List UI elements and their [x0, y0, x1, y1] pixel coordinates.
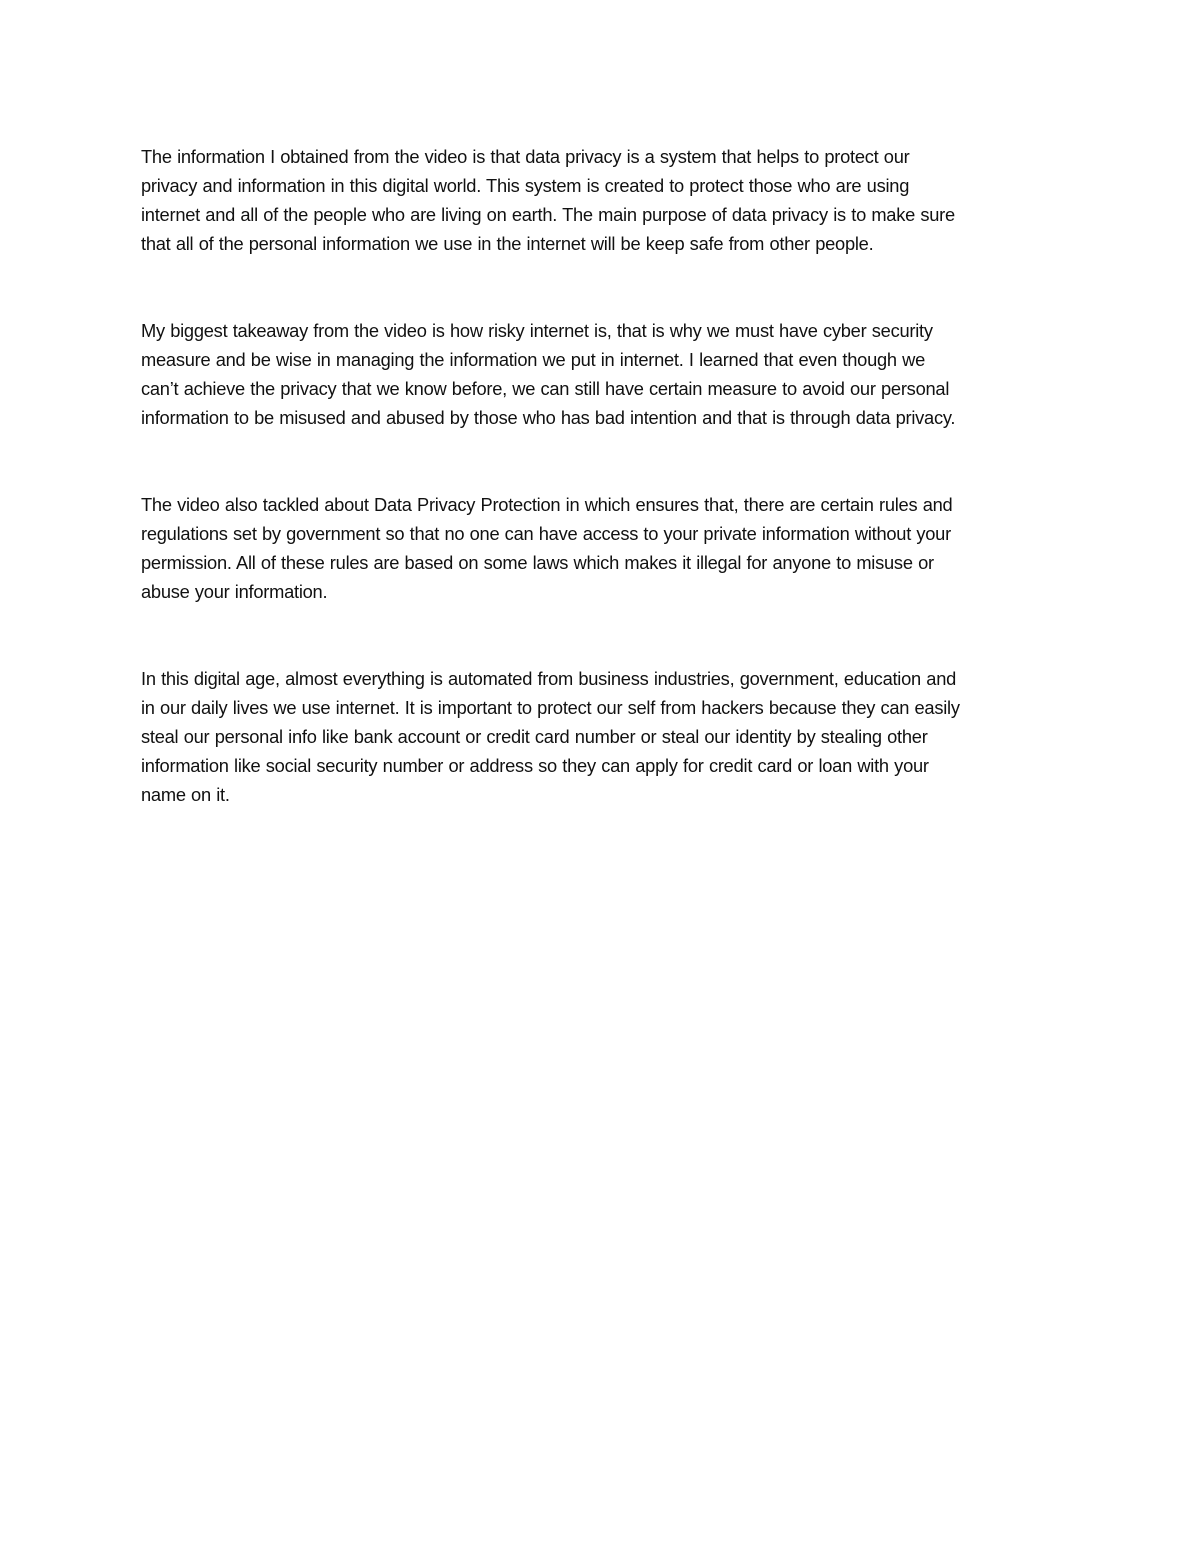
- paragraph-3: [141, 490, 1071, 606]
- paragraph-line: The information I obtained from the video is that data privacy is a system that helps to protect our: [141, 146, 910, 167]
- paragraph-line: permission. All of these rules are based on some laws which makes it illegal for anyone to misuse or: [141, 552, 934, 573]
- paragraph-line: can’t achieve the privacy that we know before, we can still have certain measure to avoid our personal: [141, 378, 950, 399]
- paragraph-line: abuse your information.: [141, 581, 328, 602]
- paragraph-line: in our daily lives we use internet. It is important to protect our self from hackers because they can easily: [141, 697, 960, 718]
- paragraph-1: [141, 142, 1071, 258]
- paragraph-line: My biggest takeaway from the video is how risky internet is, that is why we must have cyber security: [141, 320, 933, 341]
- paragraph-line: name on it.: [141, 784, 230, 805]
- paragraph-line: privacy and information in this digital world. This system is created to protect those who are using: [141, 175, 910, 196]
- paragraph-line: information like social security number or address so they can apply for credit card or loan with your: [141, 755, 929, 776]
- paragraph-4: [141, 664, 1071, 809]
- paragraph-line: The video also tackled about Data Privacy Protection in which ensures that, there are certain rules and: [141, 494, 953, 515]
- paragraph-line: information to be misused and abused by those who has bad intention and that is through data privacy.: [141, 407, 956, 428]
- paragraph-2: [141, 316, 1071, 432]
- paragraph-line: internet and all of the people who are living on earth. The main purpose of data privacy is to make sure: [141, 204, 955, 225]
- paragraph-line: regulations set by government so that no one can have access to your private information without your: [141, 523, 951, 544]
- document-body: [141, 142, 1071, 867]
- paragraph-line: that all of the personal information we use in the internet will be keep safe from other people.: [141, 233, 874, 254]
- paragraph-line: steal our personal info like bank account or credit card number or steal our identity by stealing other: [141, 726, 928, 747]
- paragraph-line: In this digital age, almost everything is automated from business industries, government, education and: [141, 668, 957, 689]
- paragraph-line: measure and be wise in managing the information we put in internet. I learned that even though we: [141, 349, 926, 370]
